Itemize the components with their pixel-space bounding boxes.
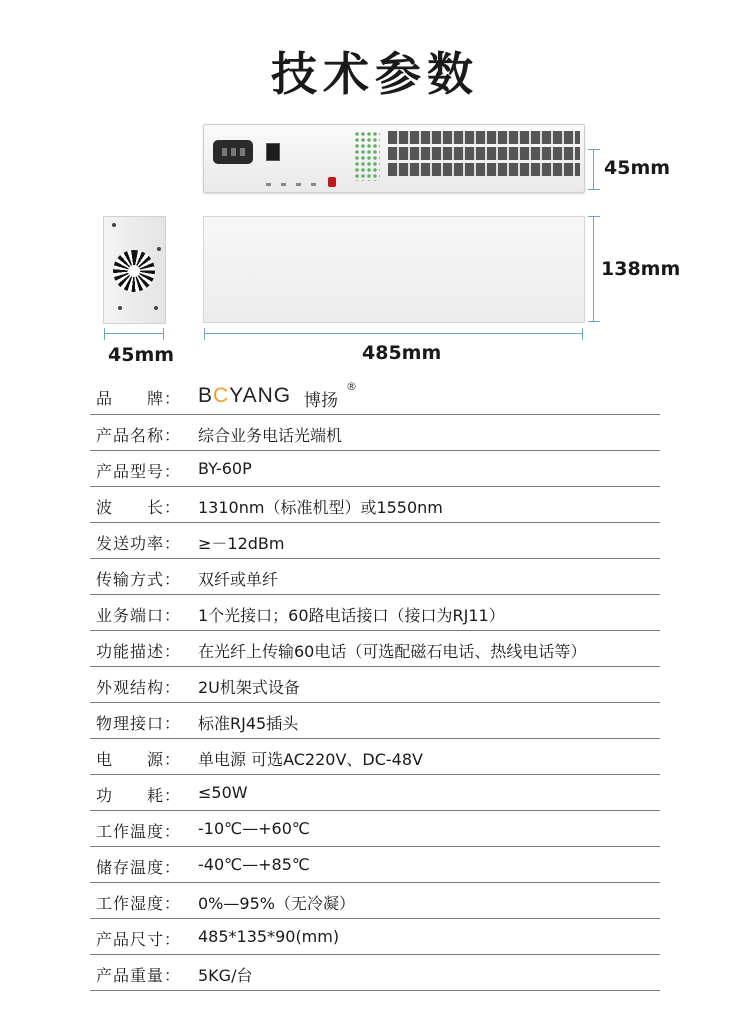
spec-label: 工作温度：	[96, 822, 180, 841]
spec-row	[90, 487, 660, 523]
spec-label: 发送功率：	[96, 534, 180, 553]
spec-value: 双纤或单纤	[198, 570, 279, 589]
spec-label: 外观结构：	[96, 678, 180, 697]
front-height-label: 45mm	[604, 157, 671, 179]
spec-row	[90, 667, 660, 703]
spec-label: 产品重量：	[96, 966, 180, 985]
ethernet-port-labels	[266, 183, 326, 186]
spec-label: 产品尺寸：	[96, 930, 180, 949]
spec-label: 物理接口：	[96, 714, 180, 733]
spec-label: 波 长：	[96, 498, 180, 517]
led-indicators	[354, 131, 380, 181]
spec-value: 在光纤上传输60电话（可选配磁石电话、热线电话等）	[198, 642, 587, 661]
device-top-view-image	[203, 216, 585, 323]
spec-value: 0%—95%（无冷凝）	[198, 894, 355, 913]
spec-value: 5KG/台	[198, 966, 253, 985]
spec-table	[90, 378, 660, 991]
spec-value: ≤50W	[198, 783, 248, 802]
width-label: 485mm	[362, 342, 442, 364]
spec-label: 传输方式：	[96, 570, 180, 589]
spec-value: 2U机架式设备	[198, 678, 300, 697]
spec-row	[90, 883, 660, 919]
spec-row-brand	[90, 378, 660, 415]
spec-row	[90, 559, 660, 595]
spec-value: BY-60P	[198, 459, 252, 478]
spec-row	[90, 775, 660, 811]
width-dimension-line	[204, 333, 583, 334]
rj11-port-array	[388, 130, 580, 176]
fan-icon	[113, 250, 155, 292]
spec-row	[90, 919, 660, 955]
spec-label: 功能描述：	[96, 642, 180, 661]
spec-row	[90, 523, 660, 559]
spec-row	[90, 415, 660, 451]
side-width-label: 45mm	[108, 344, 175, 366]
brand-logo: BCYANG	[198, 384, 292, 407]
spec-label: 储存温度：	[96, 858, 180, 877]
spec-value: ≥－12dBm	[198, 534, 285, 553]
spec-label: 产品型号：	[96, 462, 180, 481]
spec-value: -40℃—+85℃	[198, 855, 310, 874]
spec-row	[90, 739, 660, 775]
spec-value: 单电源 可选AC220V、DC-48V	[198, 750, 423, 769]
spec-row	[90, 811, 660, 847]
spec-row	[90, 955, 660, 991]
spec-row	[90, 595, 660, 631]
spec-label: 产品名称：	[96, 426, 180, 445]
spec-label: 品 牌：	[96, 389, 180, 408]
spec-row	[90, 847, 660, 883]
spec-value: 1个光接口；60路电话接口（接口为RJ11）	[198, 606, 505, 625]
side-width-dimension-line	[104, 333, 164, 334]
device-side-view-image	[103, 216, 166, 324]
page-title: 技术参数	[271, 47, 479, 101]
spec-value: 485*135*90(mm)	[198, 927, 340, 946]
depth-label: 138mm	[601, 258, 681, 280]
spec-row	[90, 451, 660, 487]
spec-row	[90, 703, 660, 739]
depth-dimension-line	[593, 216, 594, 322]
spec-label: 工作湿度：	[96, 894, 180, 913]
front-height-dimension-line	[593, 149, 594, 190]
spec-value: 1310nm（标准机型）或1550nm	[198, 498, 443, 517]
spec-row	[90, 631, 660, 667]
spec-value: -10℃—+60℃	[198, 819, 310, 838]
spec-label: 功 耗：	[96, 786, 180, 805]
spec-label: 电 源：	[96, 750, 180, 769]
power-socket-icon	[213, 140, 253, 164]
spec-value: 综合业务电话光端机	[198, 426, 343, 445]
power-switch-icon	[266, 143, 280, 161]
device-front-panel-image	[203, 124, 585, 193]
optical-port-icon	[328, 177, 336, 187]
registered-mark: ®	[346, 380, 357, 393]
spec-value: 标准RJ45插头	[198, 714, 299, 733]
brand-chinese-name: 博扬	[304, 391, 338, 411]
spec-label: 业务端口：	[96, 606, 180, 625]
